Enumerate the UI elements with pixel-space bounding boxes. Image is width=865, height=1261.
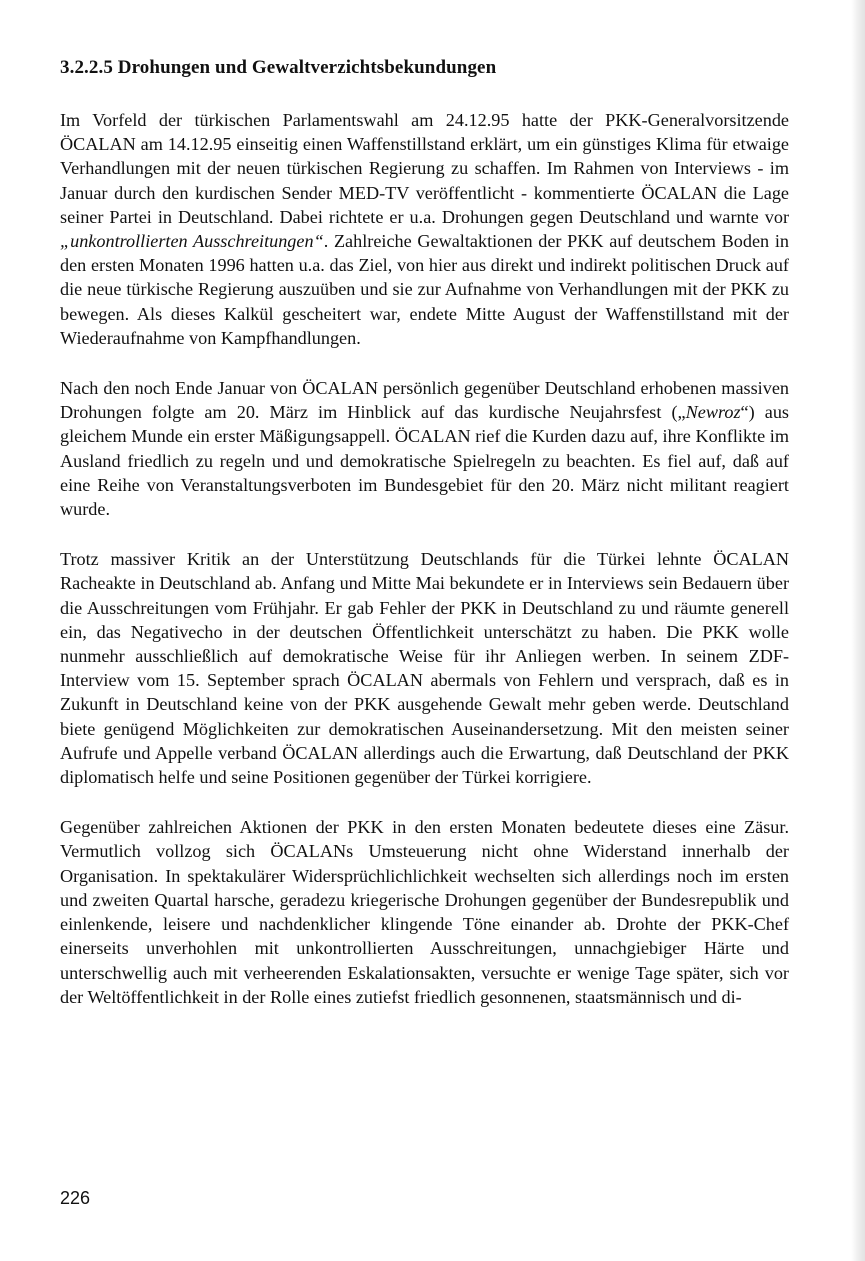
section-heading: 3.2.2.5 Drohungen und Gewaltverzichtsbekundungen <box>60 57 497 78</box>
paragraph-4-text: Gegenüber zahlreichen Aktionen der PKK in den ersten Monaten bedeutete dieses eine Zäsur. Vermutlich vollzog sich ÖCALANs Umsteuerung nicht ohne Widerstand innerhalb der Organisation. In spektakulärer Widersprüchlichlichkeit wechselten sich allerdings noch im ersten und zweiten Quartal harsche, geradezu kriegerische Drohungen gegenüber der Bundesrepublik und einlenkende, leisere und nachdenklicher klingende Töne einander ab. Drohte der PKK-Chef einerseits unverhohlen mit unkontrollierten Ausschreitungen, unnachgiebiger Härte und unterschwellig auch mit verheerenden Eskalationsakten, versuchte er wenige Tage später, sich vor der Weltöffentlichkeit in der Rolle eines zutiefst friedlich gesonnenen, staatsmännisch und di- <box>60 817 789 1007</box>
paragraph-2-text-b: “) aus gleichem Munde ein erster Mäßigungsappell. ÖCALAN rief die Kurden dazu auf, ihre Konflikte im Ausland friedlich zu regeln und und demokratische Spielregeln zu beachten. Es fiel auf, daß auf eine Reihe von Veranstaltungsverboten im Bundesgebiet für den 20. März nicht militant reagiert wurde. <box>60 402 790 520</box>
paragraph-2-term: Newroz <box>685 402 741 423</box>
paragraph-4 <box>60 815 789 1009</box>
paragraph-1 <box>60 108 789 350</box>
paragraph-2 <box>60 376 789 521</box>
paragraph-1-text-b: . Zahlreiche Gewaltaktionen der PKK auf deutschem Boden in den ersten Monaten 1996 hatten u.a. das Ziel, von hier aus direkt und indirekt politischen Druck auf die neue türkische Regierung auszuüben und sie zur Aufnahme von Verhandlungen mit der PKK zu bewegen. Als dieses Kalkül gescheitert war, endete Mitte August der Waffenstillstand mit der Wiederaufnahme von Kampfhandlungen. <box>60 231 789 348</box>
paragraph-3 <box>60 547 789 789</box>
page-edge-shadow <box>851 0 865 1261</box>
paragraph-2-text-a: Nach den noch Ende Januar von ÖCALAN persönlich gegenüber Deutschland erhobenen massiven Drohungen folgte am 20. März im Hinblick auf das kurdische Neujahrsfest („ <box>60 378 789 423</box>
paragraph-3-text: Trotz massiver Kritik an der Unterstützung Deutschlands für die Türkei lehnte ÖCALAN Racheakte in Deutschland ab. Anfang und Mitte Mai bekundete er in Interviews sein Bedauern über die Ausschreitungen vom Frühjahr. Er gab Fehler der PKK in Deutschland zu und räumte generell ein, das Negativecho in der deutschen Öffentlichkeit unterschätzt zu haben. Die PKK wolle nunmehr ausschließlich auf demokratische Weise für ihr Anliegen werben. In seinem ZDF-Interview vom 15. September sprach ÖCALAN abermals von Fehlern und versprach, daß es in Zukunft in Deutschland keine von der PKK ausgehende Gewalt mehr geben werde. Deutschland biete genügend Möglichkeiten zur demokratischen Auseinandersetzung. Mit den meisten seiner Aufrufe und Appelle verband ÖCALAN allerdings auch die Erwartung, daß Deutschland der PKK diplomatisch helfe und seine Positionen gegenüber der Türkei korrigiere. <box>60 549 789 788</box>
document-page <box>60 56 789 1009</box>
page-number: 226 <box>60 1188 91 1208</box>
paragraph-1-quote: „unkontrollierten Ausschreitungen“ <box>60 231 324 252</box>
paragraph-1-text-a: Im Vorfeld der türkischen Parlamentswahl am 24.12.95 hatte der PKK-Generalvorsitzende ÖCALAN am 14.12.95 einseitig einen Waffenstillstand erklärt, um ein günstiges Klima für etwaige Verhandlungen mit der neuen türkischen Regierung zu schaffen. Im Rahmen von Interviews - im Januar durch den kurdischen Sender MED-TV veröffentlicht - kommentierte ÖCALAN die Lage seiner Partei in Deutschland. Dabei richtete er u.a. Drohungen gegen Deutschland und warnte vor <box>60 110 789 227</box>
